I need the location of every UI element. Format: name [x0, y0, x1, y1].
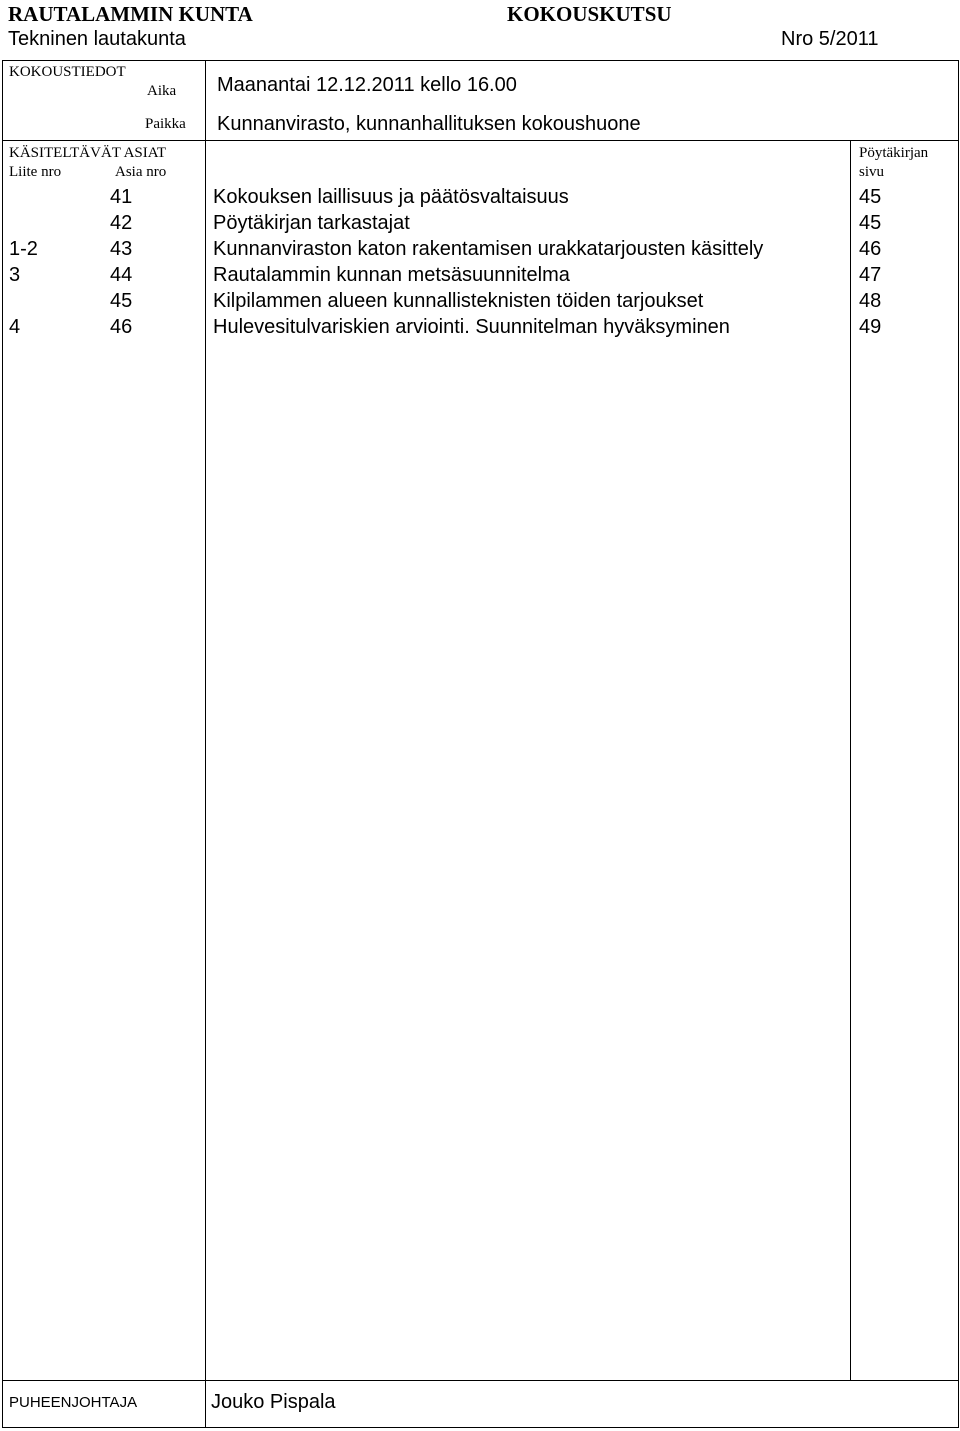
time-value: Maanantai 12.12.2011 kello 16.00 — [217, 74, 517, 96]
attachment-number: 1-2 — [9, 238, 38, 260]
organization-name: RAUTALAMMIN KUNTA — [8, 2, 253, 26]
place-label: Paikka — [145, 116, 186, 132]
item-title: Rautalammin kunnan metsäsuunnitelma — [213, 264, 570, 286]
item-number: 46 — [110, 316, 133, 338]
page-column-header-sub: sivu — [859, 164, 885, 180]
board-name: Tekninen lautakunta — [8, 28, 186, 50]
signature-divider — [205, 1380, 206, 1428]
time-label: Aika — [147, 83, 177, 99]
item-title: Kokouksen laillisuus ja päätösvaltaisuus — [213, 186, 569, 208]
page-number: 49 — [859, 316, 882, 338]
page-number: 45 — [859, 212, 882, 234]
page-number: 45 — [859, 186, 882, 208]
meeting-info-label: KOKOUSTIEDOT — [9, 64, 126, 80]
item-title: Kilpilammen alueen kunnallisteknisten töiden tarjoukset — [213, 290, 704, 312]
item-column-header: Asia nro — [115, 164, 167, 180]
item-number: 42 — [110, 212, 133, 234]
attachment-number: 3 — [9, 264, 21, 286]
attachment-column-header: Liite nro — [9, 164, 62, 180]
item-number: 45 — [110, 290, 133, 312]
chair-name: Jouko Pispala — [211, 1391, 336, 1413]
item-title: Kunnanviraston katon rakentamisen urakkatarjousten käsittely — [213, 238, 764, 260]
agenda-divider-right — [850, 140, 851, 1381]
page-number: 48 — [859, 290, 882, 312]
page-number: 47 — [859, 264, 882, 286]
item-number: 44 — [110, 264, 133, 286]
item-title: Pöytäkirjan tarkastajat — [213, 212, 410, 234]
agenda-label: KÄSITELTÄVÄT ASIAT — [9, 145, 167, 161]
document-type: KOKOUSKUTSU — [507, 2, 672, 26]
agenda-divider-left — [205, 140, 206, 1381]
meeting-info-divider — [205, 60, 206, 141]
chair-label: PUHEENJOHTAJA — [9, 1394, 138, 1411]
item-number: 41 — [110, 186, 133, 208]
signature-box — [2, 1380, 959, 1428]
place-value: Kunnanvirasto, kunnanhallituksen kokoushuone — [217, 113, 641, 135]
item-number: 43 — [110, 238, 133, 260]
item-title: Hulevesitulvariskien arviointi. Suunnitelman hyväksyminen — [213, 316, 730, 338]
document-number: Nro 5/2011 — [781, 28, 879, 50]
attachment-number: 4 — [9, 316, 21, 338]
page-number: 46 — [859, 238, 882, 260]
page-column-header: Pöytäkirjan — [859, 145, 929, 161]
